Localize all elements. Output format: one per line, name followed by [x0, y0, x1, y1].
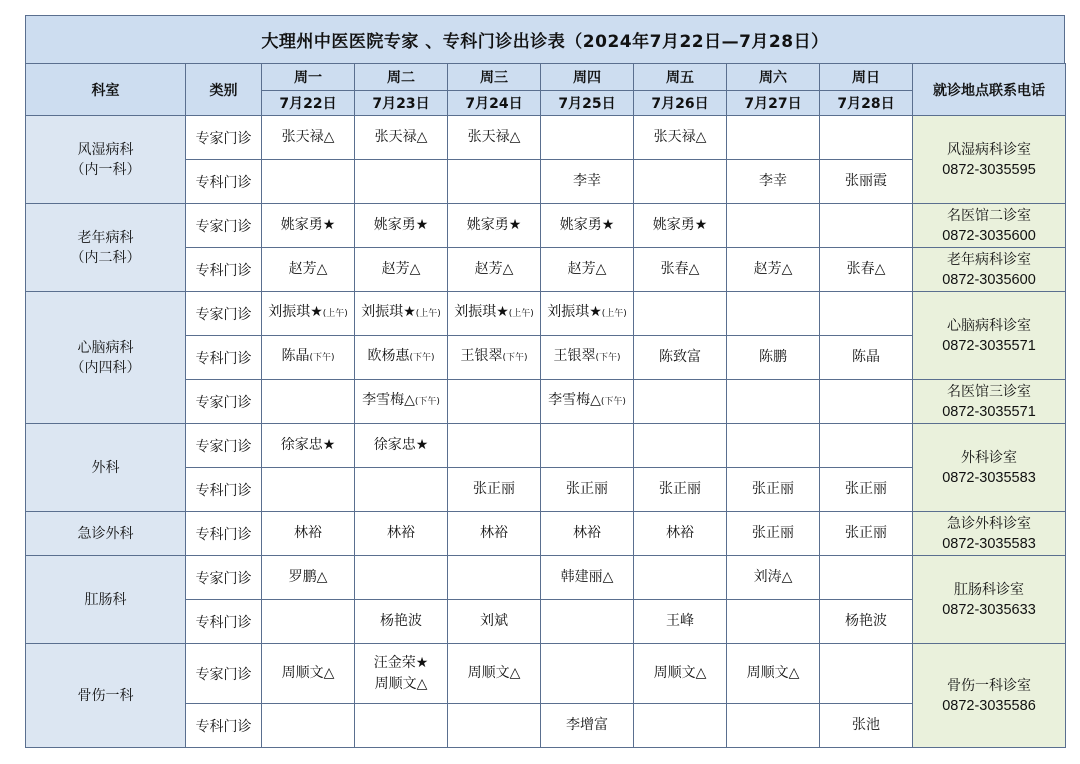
location-name: 心脑病科诊室	[947, 317, 1031, 334]
doctor-cell	[727, 336, 820, 380]
doctor-cell	[634, 704, 727, 748]
header-day-name: 周五	[634, 64, 727, 91]
clinic-type: 专科门诊	[186, 248, 262, 292]
doctor-cell	[727, 556, 820, 600]
doctor-cell	[262, 204, 355, 248]
doctor-cell	[727, 644, 820, 704]
doctor-cell	[634, 336, 727, 380]
doctor-name: 李幸	[573, 173, 601, 189]
doctor-cell	[727, 160, 820, 204]
header-dept: 科室	[26, 64, 186, 116]
doctor-cell	[448, 336, 541, 380]
doctor-name: 陈晶	[281, 348, 310, 364]
doctor-cell	[355, 116, 448, 160]
doctor-cell	[448, 600, 541, 644]
doctor-cell	[541, 116, 634, 160]
doctor-cell	[634, 600, 727, 644]
doctor-cell	[541, 644, 634, 704]
schedule-row	[26, 116, 1066, 160]
dept-name	[26, 424, 186, 512]
doctor-name: 张正丽	[752, 481, 794, 497]
location-phone: 0872-3035595	[942, 161, 1036, 178]
doctor-name: 张天禄△	[467, 129, 521, 145]
doctor-name: 刘振琪★	[361, 304, 416, 320]
header-day-date: 7月26日	[634, 91, 727, 116]
doctor-cell	[820, 292, 913, 336]
header-location: 就诊地点联系电话	[913, 64, 1066, 116]
doctor-cell	[541, 600, 634, 644]
doctor-cell	[820, 704, 913, 748]
doctor-cell	[820, 512, 913, 556]
doctor-cell	[355, 556, 448, 600]
doctor-name: 欧杨惠	[367, 348, 410, 364]
doctor-name: 杨艳波	[380, 613, 422, 629]
doctor-cell	[727, 380, 820, 424]
doctor-cell	[355, 292, 448, 336]
doctor-cell	[262, 468, 355, 512]
doctor-cell	[541, 556, 634, 600]
dept-name	[26, 556, 186, 644]
clinic-type: 专家门诊	[186, 116, 262, 160]
doctor-cell	[355, 512, 448, 556]
location-name: 名医馆二诊室	[947, 207, 1031, 224]
schedule-row	[26, 204, 1066, 248]
doctor-cell	[448, 512, 541, 556]
location-phone: 0872-3035633	[942, 601, 1036, 618]
doctor-cell	[820, 380, 913, 424]
doctor-name: 周顺文△	[746, 665, 800, 681]
doctor-cell	[448, 160, 541, 204]
session-note: (下午)	[600, 397, 626, 407]
clinic-type: 专家门诊	[186, 292, 262, 336]
header-day-date: 7月22日	[262, 91, 355, 116]
doctor-cell	[634, 512, 727, 556]
doctor-cell	[448, 380, 541, 424]
location-cell	[913, 292, 1066, 380]
doctor-cell	[541, 336, 634, 380]
header-day-name: 周三	[448, 64, 541, 91]
doctor-cell	[262, 512, 355, 556]
location-cell	[913, 512, 1066, 556]
doctor-name: 李雪梅△	[362, 392, 415, 408]
schedule-row	[26, 512, 1066, 556]
doctor-cell	[634, 468, 727, 512]
dept-name-line: 急诊外科	[77, 525, 134, 542]
location-cell	[913, 644, 1066, 748]
doctor-cell	[541, 160, 634, 204]
doctor-name: 徐家忠★	[373, 437, 429, 453]
dept-name-line: 老年病科	[77, 229, 134, 246]
header-day-name: 周二	[355, 64, 448, 91]
doctor-name: 汪金荣★	[373, 654, 429, 671]
session-note: (下午)	[595, 353, 621, 363]
doctor-cell	[355, 424, 448, 468]
doctor-cell	[262, 704, 355, 748]
schedule-row	[26, 292, 1066, 336]
doctor-name: 姚家勇★	[652, 217, 708, 233]
doctor-cell	[820, 336, 913, 380]
doctor-name: 张春△	[846, 261, 886, 277]
doctor-cell	[727, 248, 820, 292]
doctor-name: 张正丽	[566, 481, 608, 497]
location-cell	[913, 248, 1066, 292]
session-note: (下午)	[409, 353, 435, 363]
location-cell	[913, 116, 1066, 204]
location-name: 骨伤一科诊室	[947, 677, 1031, 694]
clinic-type: 专家门诊	[186, 424, 262, 468]
doctor-cell	[262, 600, 355, 644]
doctor-name: 赵芳△	[753, 261, 793, 277]
doctor-cell	[634, 380, 727, 424]
location-name: 肛肠科诊室	[954, 581, 1024, 598]
doctor-name: 刘斌	[480, 613, 508, 629]
doctor-name: 张正丽	[845, 481, 887, 497]
dept-name-line: 风湿病科	[77, 141, 134, 158]
doctor-cell	[355, 600, 448, 644]
dept-name-line: 外科	[91, 459, 120, 476]
location-phone: 0872-3035583	[942, 535, 1036, 552]
doctor-name: 张正丽	[659, 481, 701, 497]
clinic-type: 专家门诊	[186, 380, 262, 424]
dept-name-line: （内一科）	[70, 161, 141, 178]
header-day-date: 7月23日	[355, 91, 448, 116]
header-type: 类别	[186, 64, 262, 116]
doctor-cell	[541, 292, 634, 336]
doctor-cell	[820, 644, 913, 704]
location-name: 外科诊室	[961, 449, 1017, 466]
location-cell	[913, 204, 1066, 248]
doctor-cell	[727, 704, 820, 748]
doctor-cell	[634, 292, 727, 336]
doctor-name: 张春△	[660, 261, 700, 277]
doctor-cell	[448, 704, 541, 748]
doctor-name: 张正丽	[473, 481, 515, 497]
doctor-name: 杨艳波	[845, 613, 887, 629]
doctor-cell	[355, 336, 448, 380]
location-cell	[913, 424, 1066, 512]
doctor-cell	[820, 556, 913, 600]
doctor-cell	[448, 248, 541, 292]
doctor-cell	[541, 424, 634, 468]
doctor-name: 王峰	[666, 613, 694, 629]
doctor-name: 赵芳△	[567, 261, 607, 277]
doctor-cell	[262, 380, 355, 424]
doctor-name: 陈晶	[852, 349, 880, 365]
doctor-cell	[448, 424, 541, 468]
dept-name	[26, 116, 186, 204]
doctor-cell	[727, 424, 820, 468]
doctor-name: 罗鹏△	[288, 569, 328, 585]
doctor-cell	[820, 116, 913, 160]
doctor-cell	[262, 116, 355, 160]
clinic-type: 专科门诊	[186, 160, 262, 204]
location-phone: 0872-3035583	[942, 469, 1036, 486]
doctor-cell	[634, 248, 727, 292]
doctor-cell	[634, 204, 727, 248]
doctor-name: 李增富	[566, 717, 608, 733]
dept-name-line: 骨伤一科	[77, 687, 134, 704]
doctor-name: 赵芳△	[288, 261, 328, 277]
session-note: (下午)	[414, 397, 440, 407]
doctor-name: 周顺文△	[653, 665, 707, 681]
doctor-name: 张天禄△	[281, 129, 335, 145]
doctor-name: 林裕	[387, 525, 415, 541]
doctor-name: 赵芳△	[381, 261, 421, 277]
doctor-cell	[448, 468, 541, 512]
doctor-name: 林裕	[480, 525, 508, 541]
doctor-cell	[541, 704, 634, 748]
doctor-name: 张天禄△	[653, 129, 707, 145]
doctor-cell	[541, 248, 634, 292]
clinic-type: 专家门诊	[186, 556, 262, 600]
session-note: (上午)	[322, 309, 348, 319]
doctor-name: 林裕	[666, 525, 694, 541]
doctor-cell	[727, 116, 820, 160]
doctor-name: 王银翠	[460, 348, 503, 364]
doctor-name: 姚家勇★	[559, 217, 615, 233]
location-name: 急诊外科诊室	[947, 515, 1031, 532]
schedule-table	[25, 63, 1066, 748]
clinic-type: 专科门诊	[186, 468, 262, 512]
schedule-row	[26, 424, 1066, 468]
doctor-cell	[355, 380, 448, 424]
clinic-type: 专家门诊	[186, 204, 262, 248]
doctor-name: 刘涛△	[753, 569, 793, 585]
doctor-name: 韩建丽△	[560, 569, 614, 585]
header-day-name: 周六	[727, 64, 820, 91]
doctor-cell	[820, 204, 913, 248]
doctor-name: 李幸	[759, 173, 787, 189]
doctor-cell	[820, 468, 913, 512]
location-phone: 0872-3035600	[942, 271, 1036, 288]
location-cell	[913, 556, 1066, 644]
doctor-name: 张正丽	[752, 525, 794, 541]
doctor-cell	[820, 600, 913, 644]
location-name: 名医馆三诊室	[947, 383, 1031, 400]
doctor-name: 刘振琪★	[454, 304, 509, 320]
session-note: (下午)	[502, 353, 528, 363]
doctor-name: 林裕	[294, 525, 322, 541]
dept-name-line: 心脑病科	[77, 339, 134, 356]
doctor-cell	[541, 380, 634, 424]
location-phone: 0872-3035600	[942, 227, 1036, 244]
dept-name	[26, 644, 186, 748]
doctor-cell	[448, 292, 541, 336]
schedule-body	[26, 116, 1066, 748]
session-note: (上午)	[415, 309, 441, 319]
doctor-name: 陈鹏	[759, 349, 787, 365]
doctor-cell	[634, 160, 727, 204]
doctor-name: 姚家勇★	[280, 217, 336, 233]
dept-name-line: （内四科）	[70, 359, 141, 376]
doctor-cell	[448, 204, 541, 248]
clinic-type: 专科门诊	[186, 512, 262, 556]
doctor-cell	[448, 644, 541, 704]
doctor-cell	[727, 512, 820, 556]
doctor-cell	[820, 248, 913, 292]
doctor-cell	[355, 248, 448, 292]
doctor-name: 张正丽	[845, 525, 887, 541]
dept-name-line: （内二科）	[70, 249, 141, 266]
session-note: (下午)	[309, 353, 335, 363]
doctor-cell	[727, 204, 820, 248]
header-day-date: 7月24日	[448, 91, 541, 116]
doctor-name: 林裕	[573, 525, 601, 541]
location-phone: 0872-3035571	[942, 403, 1036, 420]
doctor-cell	[634, 116, 727, 160]
clinic-type: 专科门诊	[186, 336, 262, 380]
doctor-cell	[262, 160, 355, 204]
doctor-cell	[727, 600, 820, 644]
doctor-cell	[262, 292, 355, 336]
doctor-cell	[634, 556, 727, 600]
doctor-name: 张池	[852, 717, 880, 733]
session-note: (上午)	[601, 309, 627, 319]
location-phone: 0872-3035586	[942, 697, 1036, 714]
doctor-cell	[355, 704, 448, 748]
doctor-name: 赵芳△	[474, 261, 514, 277]
header-day-date: 7月28日	[820, 91, 913, 116]
schedule-row	[26, 644, 1066, 704]
header-row-days	[26, 64, 1066, 91]
doctor-cell	[448, 116, 541, 160]
header-day-name: 周一	[262, 64, 355, 91]
header-day-date: 7月25日	[541, 91, 634, 116]
doctor-cell	[820, 160, 913, 204]
doctor-cell	[541, 468, 634, 512]
clinic-type: 专科门诊	[186, 704, 262, 748]
doctor-cell	[355, 204, 448, 248]
doctor-cell	[634, 644, 727, 704]
doctor-cell	[541, 512, 634, 556]
schedule-title: 大理州中医医院专家 、专科门诊出诊表（2024年7月22日—7月28日）	[25, 15, 1065, 63]
doctor-name: 张天禄△	[374, 129, 428, 145]
doctor-name: 刘振琪★	[547, 304, 602, 320]
doctor-cell	[262, 248, 355, 292]
location-cell	[913, 380, 1066, 424]
doctor-cell	[262, 644, 355, 704]
doctor-name: 刘振琪★	[268, 304, 323, 320]
header-day-date: 7月27日	[727, 91, 820, 116]
doctor-cell	[448, 556, 541, 600]
dept-name	[26, 512, 186, 556]
doctor-cell	[541, 204, 634, 248]
schedule-sheet	[25, 15, 1065, 748]
doctor-name: 徐家忠★	[280, 437, 336, 453]
doctor-name: 姚家勇★	[466, 217, 522, 233]
location-name: 老年病科诊室	[947, 251, 1031, 268]
doctor-cell	[355, 644, 448, 704]
doctor-name: 姚家勇★	[373, 217, 429, 233]
dept-name	[26, 204, 186, 292]
header-day-name: 周日	[820, 64, 913, 91]
doctor-name: 张丽霞	[845, 173, 887, 189]
doctor-name: 李雪梅△	[548, 392, 601, 408]
doctor-cell	[355, 160, 448, 204]
doctor-cell	[727, 468, 820, 512]
clinic-type: 专家门诊	[186, 644, 262, 704]
doctor-name: 王银翠	[553, 348, 596, 364]
doctor-cell	[262, 556, 355, 600]
doctor-name: 陈致富	[659, 349, 701, 365]
doctor-cell	[262, 424, 355, 468]
clinic-type: 专科门诊	[186, 600, 262, 644]
dept-name-line: 肛肠科	[84, 591, 127, 608]
doctor-cell	[262, 336, 355, 380]
doctor-name: 周顺文△	[281, 665, 335, 681]
location-phone: 0872-3035571	[942, 337, 1036, 354]
doctor-cell	[727, 292, 820, 336]
doctor-cell	[634, 424, 727, 468]
doctor-cell	[355, 468, 448, 512]
session-note: (上午)	[508, 309, 534, 319]
schedule-row	[26, 556, 1066, 600]
doctor-name: 周顺文△	[374, 675, 428, 692]
doctor-cell	[820, 424, 913, 468]
dept-name	[26, 292, 186, 424]
header-day-name: 周四	[541, 64, 634, 91]
location-name: 风湿病科诊室	[947, 141, 1031, 158]
doctor-name: 周顺文△	[467, 665, 521, 681]
